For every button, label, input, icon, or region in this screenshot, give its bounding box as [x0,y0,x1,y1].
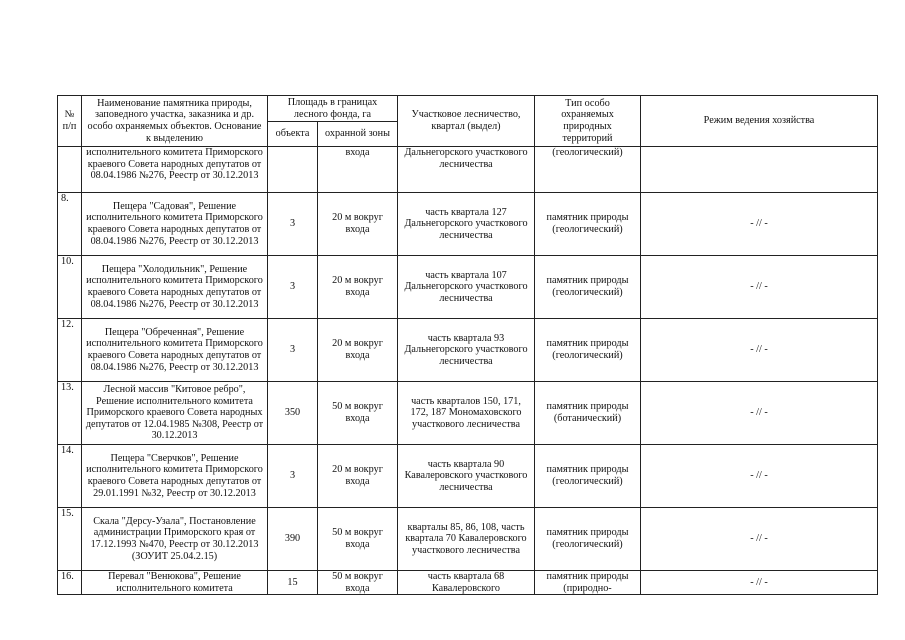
cell-name: Пещера "Холодильник", Решение исполнительного комитета Приморского краевого Совета народных депутатов от 08.04.1986 №276, Реестр от 30.12.2013 [82,256,268,319]
cell-type: памятник природы (геологический) [535,319,641,382]
cell-num: 8. [58,193,82,256]
cell-regime: - // - [641,571,878,595]
cell-regime: - // - [641,382,878,445]
cell-forestry: часть квартала 68 Кавалеровского [398,571,535,595]
table-row [58,319,878,382]
cell-name: Пещера "Обреченная", Решение исполнительного комитета Приморского краевого Совета народных депутатов от 08.04.1986 №276, Реестр от 30.12.2013 [82,319,268,382]
header-area-object: объекта [268,122,318,147]
cell-type: памятник природы (геологический) [535,445,641,508]
cell-area-zone: 50 м вокруг входа [318,571,398,595]
cell-forestry: часть квартала 107 Дальнегорского участкового лесничества [398,256,535,319]
cell-type: памятник природы (геологический) [535,256,641,319]
table-row-continuation [58,147,878,193]
cell-name: Скала "Дерсу-Узала", Постановление администрации Приморского края от 17.12.1993 №470, Реестр от 30.12.2013 (ЗОУИТ 25.04.2.15) [82,508,268,571]
cell-num: 15. [58,508,82,571]
table-row [58,571,878,595]
cell-forestry: часть квартала 127 Дальнегорского участкового лесничества [398,193,535,256]
header-type: Тип особо охраняемых природных территорий [535,96,641,147]
cell-num: 12. [58,319,82,382]
cell-area-zone: 50 м вокруг входа [318,508,398,571]
header-forestry: Участковое лесничество, квартал (выдел) [398,96,535,147]
cell-regime [641,147,878,193]
table-row [58,445,878,508]
cell-area-zone: 20 м вокруг входа [318,256,398,319]
cell-regime: - // - [641,256,878,319]
cell-regime: - // - [641,508,878,571]
header-area-group: Площадь в границах лесного фонда, га [268,96,398,122]
cell-name: исполнительного комитета Приморского краевого Совета народных депутатов от 08.04.1986 №276, Реестр от 30.12.2013 [82,147,268,193]
cell-area-zone: входа [318,147,398,193]
cell-type: памятник природы (геологический) [535,508,641,571]
cell-area-zone: 20 м вокруг входа [318,319,398,382]
cell-forestry: кварталы 85, 86, 108, часть квартала 70 Кавалеровского участкового лесничества [398,508,535,571]
cell-num: 13. [58,382,82,445]
cell-forestry: Дальнегорского участкового лесничества [398,147,535,193]
cell-num [58,147,82,193]
protected-areas-table [57,95,878,595]
header-regime: Режим ведения хозяйства [641,96,878,147]
cell-area-zone: 20 м вокруг входа [318,193,398,256]
header-num: № п/п [58,96,82,147]
cell-num: 10. [58,256,82,319]
cell-name: Перевал "Венюкова", Решение исполнительного комитета [82,571,268,595]
cell-regime: - // - [641,193,878,256]
table-row [58,256,878,319]
cell-area-zone: 20 м вокруг входа [318,445,398,508]
cell-type: памятник природы (геологический) [535,193,641,256]
cell-regime: - // - [641,445,878,508]
cell-area-object: 15 [268,571,318,595]
header-row-1 [58,96,878,122]
cell-forestry: часть квартала 93 Дальнегорского участкового лесничества [398,319,535,382]
cell-area-object: 3 [268,256,318,319]
cell-area-object [268,147,318,193]
cell-num: 14. [58,445,82,508]
cell-area-zone: 50 м вокруг входа [318,382,398,445]
table-row [58,508,878,571]
cell-type: памятник природы (природно- [535,571,641,595]
cell-area-object: 3 [268,193,318,256]
cell-forestry: часть квартала 90 Кавалеровского участкового лесничества [398,445,535,508]
header-name: Наименование памятника природы, заповедного участка, заказника и др. особо охраняемых объектов. Основание к выделению [82,96,268,147]
table-row [58,382,878,445]
cell-forestry: часть кварталов 150, 171, 172, 187 Мономаховского участкового лесничества [398,382,535,445]
table-row [58,193,878,256]
cell-type: памятник природы (ботанический) [535,382,641,445]
cell-num: 16. [58,571,82,595]
cell-area-object: 3 [268,445,318,508]
cell-name: Пещера "Сверчков", Решение исполнительного комитета Приморского краевого Совета народных депутатов от 29.01.1991 №32, Реестр от 30.12.2013 [82,445,268,508]
cell-area-object: 350 [268,382,318,445]
cell-area-object: 390 [268,508,318,571]
cell-regime: - // - [641,319,878,382]
header-area-zone: охранной зоны [318,122,398,147]
cell-name: Пещера "Садовая", Решение исполнительного комитета Приморского краевого Совета народных депутатов от 08.04.1986 №276, Реестр от 30.12.2013 [82,193,268,256]
cell-name: Лесной массив "Китовое ребро", Решение исполнительного комитета Приморского краевого Совета народных депутатов от 12.04.1985 №308, Реестр от 30.12.2013 [82,382,268,445]
cell-type: (геологический) [535,147,641,193]
cell-area-object: 3 [268,319,318,382]
